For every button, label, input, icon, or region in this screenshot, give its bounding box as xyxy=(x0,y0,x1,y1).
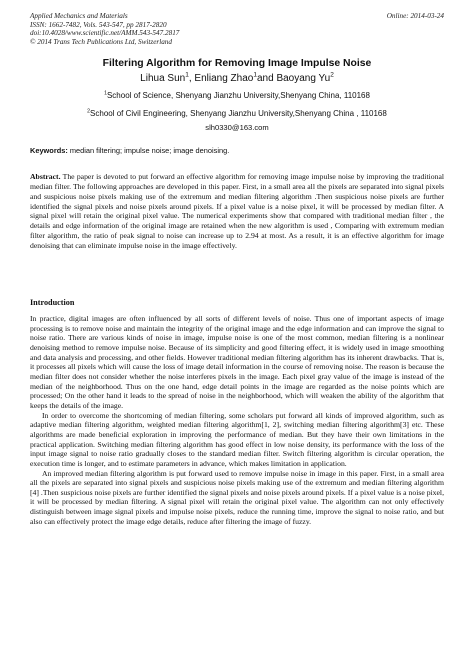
author-affiliation-mark: 1 xyxy=(253,71,257,79)
paragraph: An improved median filtering algorithm is put forward used to remove impulse noise in image in this paper. First, in a small area all the pixels are separated into signal pixels and suspicious noise pixels making use of the extremum and median filtering algorithm [4] .Then suspicious noise pixels are further identified the signal pixels and noise pixels around pixels. If a pixel value is a noise pixel, it will be processed by median filtering. A signal pixel will retain the original pixel value. The algorithm can not only effectively distinguish between image signal pixels and impulse noise pixels, reduce the running time, improve the signal to noise ratio, and but also can effectively protect the image edge details, reduce after filtering the image of fuzzy. xyxy=(30,468,444,526)
journal-issn: ISSN: 1662-7482, Vols. 543-547, pp 2817-2820 xyxy=(30,20,167,29)
author-separator: , xyxy=(188,73,195,84)
affiliation xyxy=(20,109,454,119)
affiliation-mark: 1 xyxy=(104,90,107,97)
online-date: Online: 2014-03-24 xyxy=(386,12,444,20)
paragraph: In practice, digital images are often influenced by all sorts of different levels of noise. Thus one of important aspects of image processing is to remove noise and maintain the integrity of the original image and the edge information and can improve the signal to noise ratio. There are various kinds of noise in image, impulse noise is one of the most common, median filtering is a nonlinear denoising method to remove impulse noise. Because of its simplicity and good filtering effect, it is widely used in image smoothing and data analysis and processing, and other fields. However traditional median filtering algorithm has its inherent drawbacks. That is, it processes all pixels which will cause the loss of image detail information in the course of removing noise. The reason is because the median filter does not consider whether the noise interferes pixels in the image. Each pixel gray value of the image is instead of the median of the neighborhood. Thus on the one hand, edge detail points in the image are regarded as the noise points which are processed; On the other hand it leads to the spread of noise in the neighborhood, which will weaken the ability of the algorithm that keeps the details of the image. xyxy=(30,314,444,410)
abstract-label: Abstract. xyxy=(30,172,61,181)
author-name: Baoyang Yu xyxy=(276,73,331,84)
abstract-text: The paper is devoted to put forward an effective algorithm for removing image impulse noise by improving the traditional median filter. The following approaches are developed in this paper. First, in a small area all the pixels are separated into signal pixels and suspicious noise pixels making use of the extremum and median filtering algorithm .Then suspicious noise pixels are further identified the signal pixels and noise pixels around pixels. If a pixel value is a noise pixel, it will be processed by median filter. A signal pixel will retain the original pixel value. The numerical experiments show that compared with traditional median filter , the details and edge information of the original image are retained when the new algorithm is used , Comparing with extremum median filter algorithm, the ratio of peak signal to noise can increase up to 2.94 at most. As a result, it is an effective algorithm for image denoising that can eliminate impulse noise in the image effectively. xyxy=(30,172,444,250)
paper-title: Filtering Algorithm for Removing Image Impulse Noise xyxy=(102,58,372,69)
introduction-body xyxy=(30,314,444,526)
affiliation-mark: 2 xyxy=(87,108,91,115)
author-affiliation-mark: 1 xyxy=(185,71,189,79)
journal-copyright: © 2014 Trans Tech Publications Ltd, Switzerland xyxy=(30,37,172,46)
affiliation-text: School of Civil Engineering, Shenyang Jianzhu University,Shenyang China , 110168 xyxy=(90,109,387,118)
keywords-label: Keywords: xyxy=(30,146,68,155)
author-email[interactable]: slh0330@163.com xyxy=(205,123,269,132)
abstract xyxy=(30,172,444,251)
author-separator: and xyxy=(256,73,277,84)
author-name: Enliang Zhao xyxy=(194,73,254,84)
affiliation xyxy=(20,91,454,101)
affiliation-text: School of Science, Shenyang Jianzhu University,Shenyang China, 110168 xyxy=(106,91,370,100)
journal-header xyxy=(30,12,290,46)
author-list xyxy=(20,73,454,85)
journal-name: Applied Mechanics and Materials xyxy=(30,12,128,20)
keywords xyxy=(30,146,444,156)
author-name: Lihua Sun xyxy=(140,73,186,84)
journal-doi[interactable]: doi:10.4028/www.scientific.net/AMM.543-547.2817 xyxy=(30,29,180,38)
paragraph: In order to overcome the shortcoming of median filtering, some scholars put forward all kinds of improved algorithm, such as adaptive median filtering algorithm, weighted median filtering algorithm[1, 2], switching median filtering algorithm[3] etc. These algorithms are made beneficial exploration in improving the performance of median. But they have their own limitations in the practical application. Switching median filtering algorithm has good effect in low noise density, its performance with the loss of the input image signal to noise ratio gradually closes to the standard median filter. Switch filtering algorithm is circular operation, the execution time is longer, and to estimate parameters in advance, which makes limitation in application. xyxy=(30,410,444,468)
keywords-text: median filtering; impulse noise; image denoising. xyxy=(69,146,230,155)
author-affiliation-mark: 2 xyxy=(330,71,334,79)
section-heading-introduction: Introduction xyxy=(30,298,75,307)
